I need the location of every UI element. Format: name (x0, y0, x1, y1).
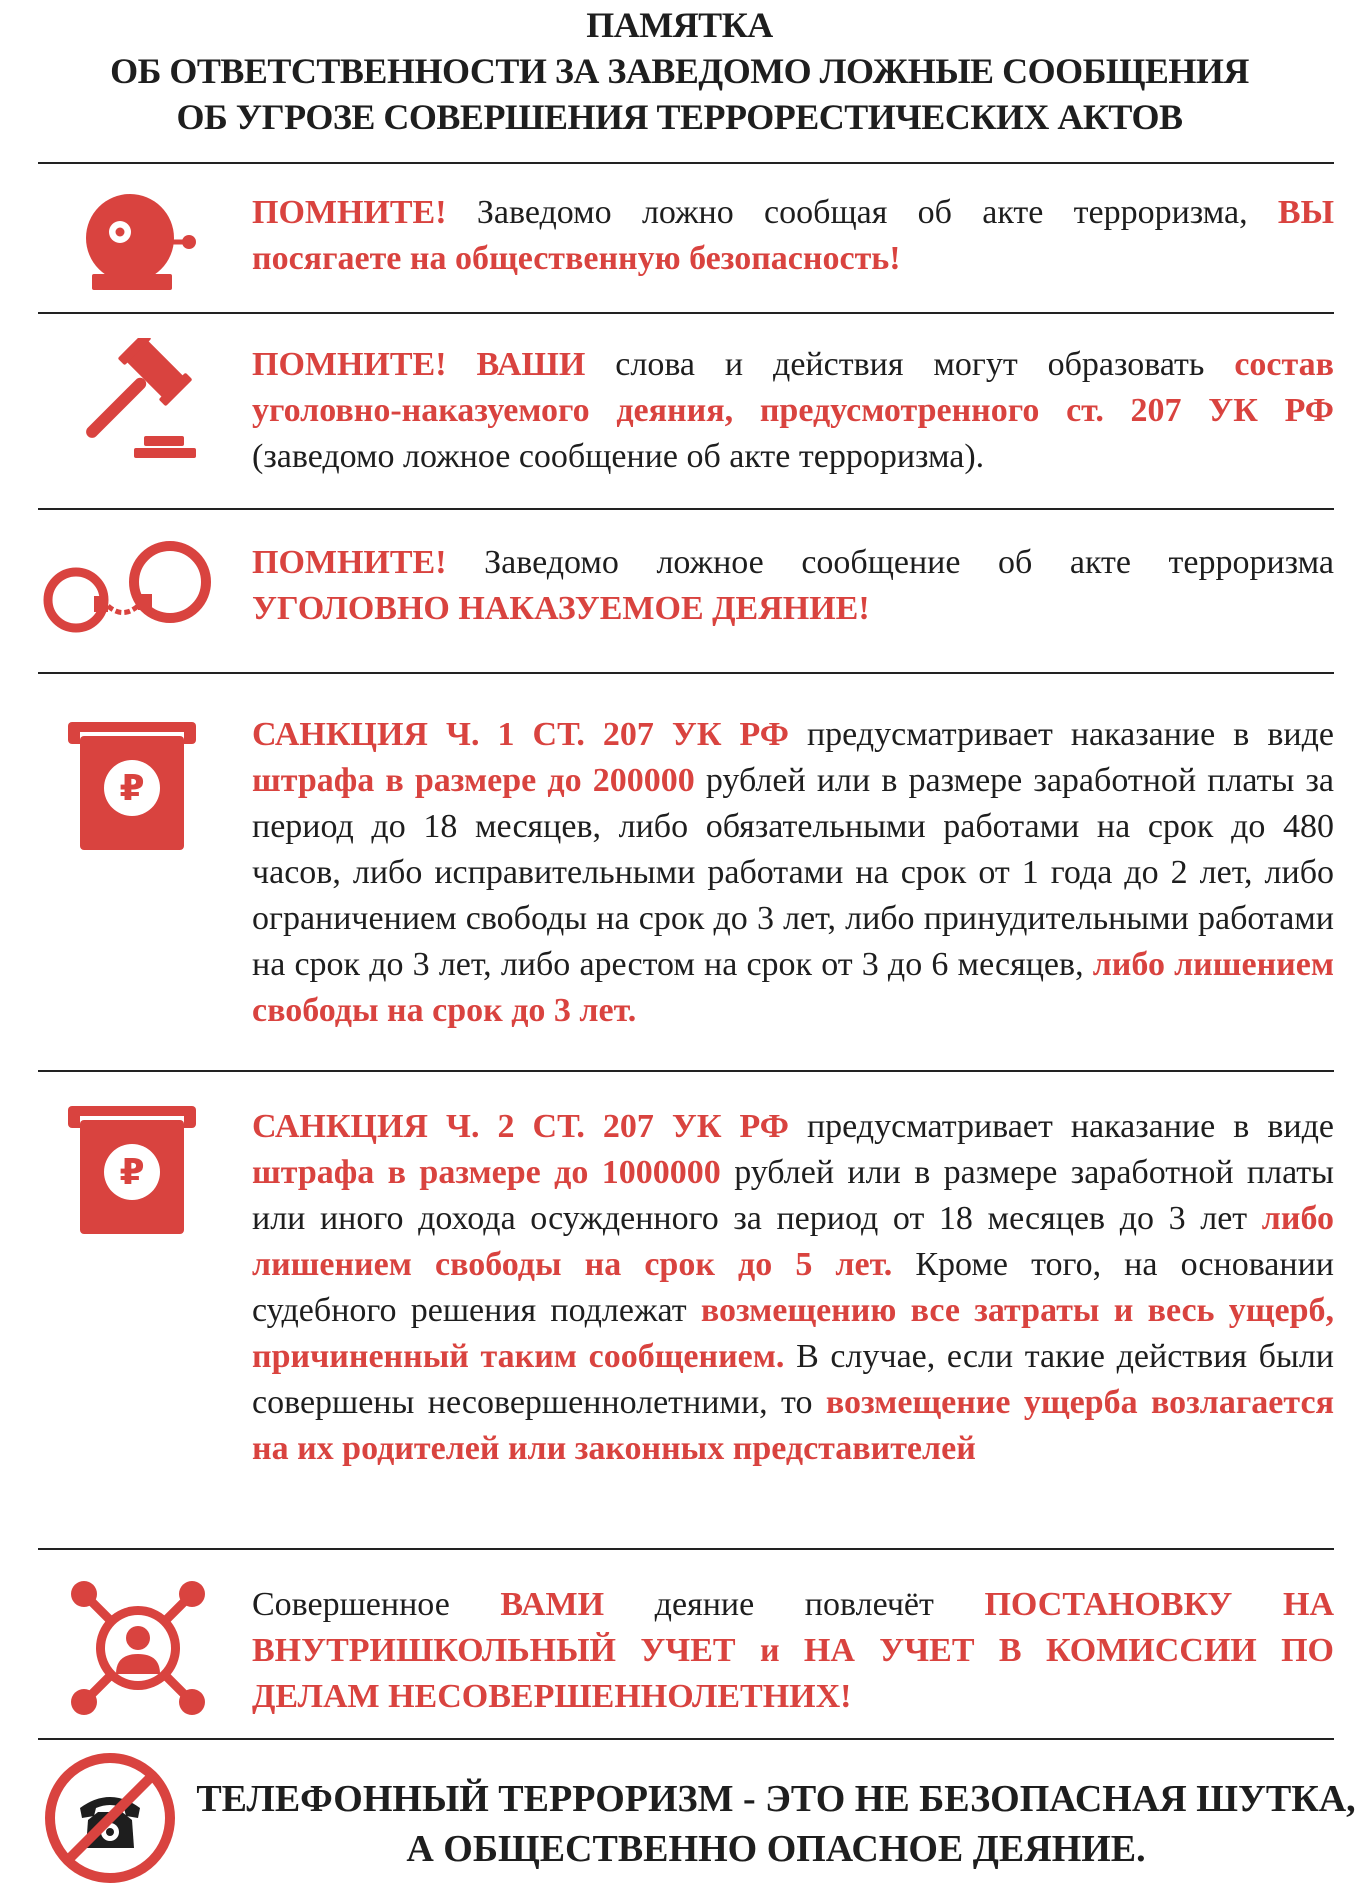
svg-text:₽: ₽ (119, 768, 145, 809)
highlight-text: САНКЦИЯ Ч. 2 СТ. 207 УК РФ (252, 1108, 789, 1145)
highlight-text: штрафа в размере до 1000000 (252, 1154, 721, 1191)
highlight-text: САНКЦИЯ Ч. 1 СТ. 207 УК РФ (252, 716, 789, 753)
section-text (252, 540, 1334, 632)
footer-line-1: ТЕЛЕФОННЫЙ ТЕРРОРИЗМ - ЭТО НЕ БЕЗОПАСНАЯ ШУТКА, (196, 1778, 1356, 1820)
section-sanction-2 (38, 1070, 1334, 1548)
highlight-text: ПОСТАНОВКУ НА ВНУТРИШКОЛЬНЫЙ УЧЕТ и НА УЧЕТ В КОМИССИИ ПО ДЕЛАМ НЕСОВЕРШЕННОЛЕТНИХ! (252, 1586, 1334, 1715)
highlight-text: либо лишением свободы на срок до 3 лет. (252, 946, 1334, 1029)
section-gavel (38, 312, 1334, 508)
section-bell (38, 162, 1334, 312)
section-text (252, 190, 1334, 282)
body-text: слова и действия могут образовать (585, 346, 1235, 383)
body-text: рублей или в размере заработной платы или иного дохода осужденного за период от 18 месяцев до 3 лет (252, 1154, 1334, 1237)
highlight-text: штрафа в размере до 200000 (252, 762, 695, 799)
ruble-wallet-icon (62, 1104, 202, 1240)
highlight-text: ПОМНИТЕ! (252, 544, 447, 581)
highlight-text: ПОМНИТЕ! ВАШИ (252, 346, 586, 383)
section-handcuffs (38, 508, 1334, 672)
footer-text (178, 1774, 1359, 1874)
title-line-2: ОБ ОТВЕТСТВЕННОСТИ ЗА ЗАВЕДОМО ЛОЖНЫЕ СООБЩЕНИЯ (110, 51, 1249, 91)
section-text (252, 342, 1334, 480)
footer-warning (38, 1738, 1356, 1895)
highlight-text: возмещению все затраты и весь ущерб, причиненный таким сообщением. (252, 1292, 1334, 1375)
person-network-icon (68, 1578, 208, 1718)
ruble-wallet-icon (62, 720, 202, 856)
svg-text:₽: ₽ (119, 1152, 145, 1193)
highlight-text: УГОЛОВНО НАКАЗУЕМОЕ ДЕЯНИЕ! (252, 590, 870, 627)
handcuffs-icon (38, 538, 213, 638)
body-text: Заведомо ложно сообщая об акте терроризма, (446, 194, 1278, 231)
alarm-bell-icon (72, 188, 202, 298)
section-text (252, 1582, 1334, 1720)
body-text: предусматривает наказание в виде (788, 1108, 1334, 1145)
highlight-text: ПОМНИТЕ! (252, 194, 447, 231)
highlight-text: ВЫ посягаете на общественную безопасность! (252, 194, 1334, 277)
highlight-text: ВАМИ (500, 1586, 605, 1623)
highlight-text: состав уголовно-наказуемого деяния, предусмотренного ст. 207 УК РФ (252, 346, 1334, 429)
body-text: Кроме того, на основании судебного решения подлежат (252, 1246, 1334, 1329)
body-text: рублей или в размере заработной платы за период до 18 месяцев, либо обязательными работами на срок до 480 часов, либо исправительными работами на срок от 1 года до 2 лет, либо ограничением свободы на срок до 3 лет, либо принудительными работами на срок до 3 лет, либо арестом на срок от 3 до 6 месяцев, (252, 762, 1335, 983)
section-sanction-1 (38, 672, 1334, 1070)
title-line-1: ПАМЯТКА (586, 5, 773, 45)
body-text: деяние повлечёт (604, 1586, 985, 1623)
gavel-icon (56, 338, 206, 468)
body-text: предусматривает наказание в виде (788, 716, 1334, 753)
footer-line-2: А ОБЩЕСТВЕННО ОПАСНОЕ ДЕЯНИЕ. (406, 1828, 1146, 1870)
no-phone-icon (42, 1750, 178, 1886)
highlight-text: возмещение ущерба возлагается на их родителей или законных представителей (252, 1384, 1334, 1467)
title-line-3: ОБ УГРОЗЕ СОВЕРШЕНИЯ ТЕРРОРЕСТИЧЕСКИХ АКТОВ (176, 97, 1183, 137)
section-registration (38, 1548, 1334, 1738)
body-text: (заведомо ложное сообщение об акте терроризма). (252, 438, 985, 475)
section-text (252, 1104, 1334, 1472)
body-text: В случае, если такие действия были совершены несовершеннолетними, то (252, 1338, 1334, 1421)
body-text: Совершенное (252, 1586, 501, 1623)
body-text: Заведомо ложное сообщение об акте терроризма (446, 544, 1334, 581)
section-text (252, 712, 1334, 1034)
highlight-text: либо лишением свободы на срок до 5 лет. (252, 1200, 1334, 1283)
page-title (0, 0, 1359, 140)
